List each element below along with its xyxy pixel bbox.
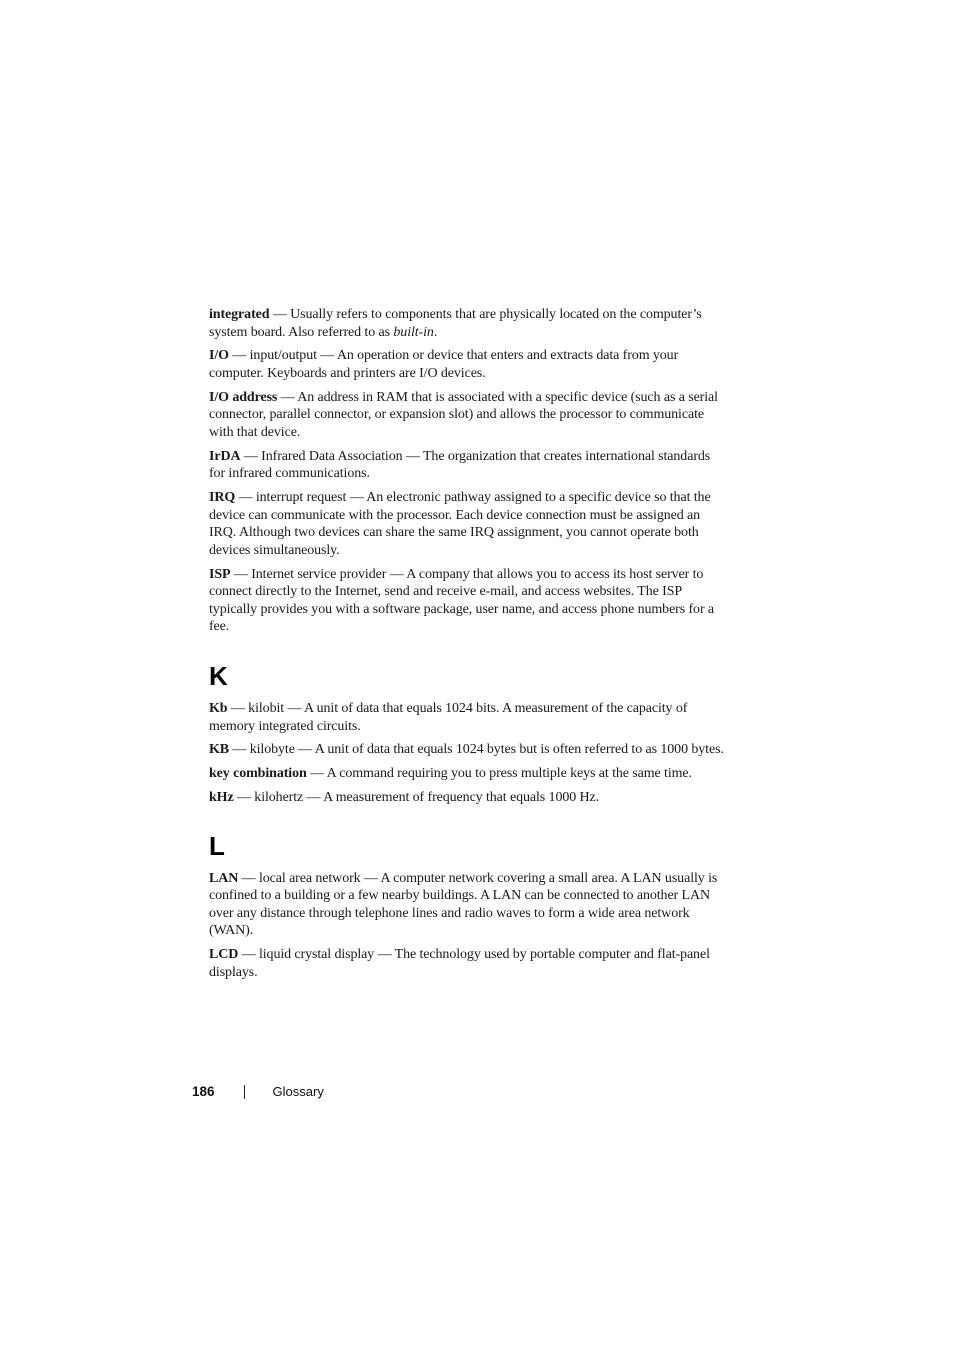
entry-term: key combination (209, 766, 307, 782)
entry-term: I/O address (209, 389, 278, 405)
glossary-entry-io-address (209, 389, 724, 442)
footer-section-name: Glossary (272, 1084, 324, 1099)
glossary-entry-lan (209, 870, 724, 940)
entry-definition: — Infrared Data Association — The organization that creates international standards for infrared communications. (209, 448, 711, 482)
glossary-entry-isp (209, 566, 724, 636)
entry-term: IRQ (209, 490, 236, 506)
entry-definition: — Internet service provider — A company that allows you to access its host server to connect directly to the Internet, send and receive e-mail, and access websites. The ISP typically provides you with a software package, user name, and access phone numbers for a fee. (209, 566, 715, 635)
page-footer (192, 1084, 324, 1099)
glossary-entry-key-combination (209, 765, 724, 783)
entry-term: Kb (209, 701, 228, 717)
entry-term: integrated (209, 307, 270, 322)
entry-definition: — An address in RAM that is associated with a specific device (such as a serial connector, parallel connector, or expansion slot) and allows the processor to communicate with that device. (209, 389, 718, 440)
entry-definition: — liquid crystal display — The technology used by portable computer and flat-panel displays. (209, 947, 710, 980)
glossary-entry-io (209, 347, 724, 382)
entry-term: KB (209, 742, 230, 758)
entry-definition: — kilohertz — A measurement of frequency that equals 1000 Hz. (233, 789, 600, 805)
footer-separator (244, 1085, 245, 1099)
glossary-entry-kb-bit (209, 700, 724, 735)
glossary-entry-irq (209, 489, 724, 559)
entry-definition: — input/output — An operation or device that enters and extracts data from your computer. Keyboards and printers are I/O devices. (209, 348, 679, 381)
glossary-entry-khz (209, 789, 724, 807)
glossary-entry-integrated (209, 306, 724, 341)
glossary-entry-kb-byte (209, 741, 724, 759)
entry-definition: — Usually refers to components that are physically located on the computer’s system board. Also referred to as (209, 307, 702, 340)
glossary-entry-irda (209, 448, 724, 483)
entry-term: ISP (209, 566, 231, 582)
entry-definition-end: . (433, 324, 438, 340)
entry-term: kHz (209, 789, 234, 805)
entry-definition: — kilobyte — A unit of data that equals 1024 bytes but is often referred to as 1000 bytes. (229, 742, 724, 758)
entry-definition: — kilobit — A unit of data that equals 1024 bits. A measurement of the capacity of memory integrated circuits. (209, 701, 688, 734)
entry-definition: — local area network — A computer network covering a small area. A LAN usually is confined to a building or a few nearby buildings. A LAN can be connected to another LAN over any distance through telephone lines and radio waves to form a wide area network (WAN). (209, 870, 718, 939)
entry-term: LCD (209, 947, 239, 963)
glossary-entry-lcd (209, 946, 724, 981)
entry-term: I/O (209, 348, 229, 364)
entry-definition: — A command requiring you to press multiple keys at the same time. (306, 766, 692, 782)
section-heading-k: K (209, 661, 228, 692)
section-heading-l: L (209, 830, 225, 861)
entry-term: LAN (209, 870, 239, 886)
glossary-content (209, 306, 724, 988)
entry-definition: — interrupt request — An electronic pathway assigned to a specific device so that the device can communicate with the processor. Each device connection must be assigned an IRQ. Although two devices can share the same IRQ assignment, you cannot operate both devices simultaneously. (209, 490, 711, 558)
entry-definition-emphasis: built-in (393, 324, 434, 340)
page-number: 186 (192, 1084, 215, 1099)
entry-term: IrDA (209, 448, 241, 464)
